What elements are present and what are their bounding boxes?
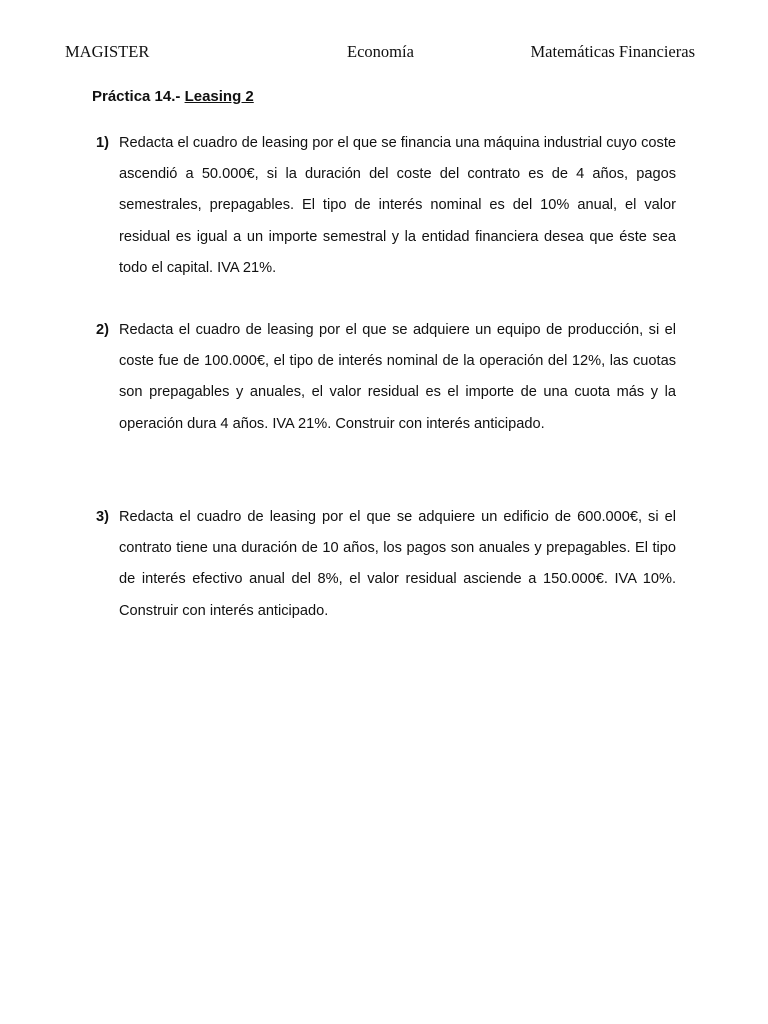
header-course: Matemáticas Financieras [530, 42, 695, 61]
exercise-3 [96, 502, 676, 627]
title-prefix: Práctica 14.- [92, 88, 185, 105]
exercise-text: Redacta el cuadro de leasing por el que se adquiere un equipo de producción, si el coste fue de 100.000€, el tipo de interés nominal de la operación del 12%, las cuotas son prepagables y anuales, el valor residual es el importe de una cuota más y la operación dura 4 años. IVA 21%. Construir con interés anticipado. [119, 322, 676, 432]
exercise-number: 2) [96, 322, 109, 338]
exercise-text: Redacta el cuadro de leasing por el que se adquiere un edificio de 600.000€, si el contrato tiene una duración de 10 años, los pagos son anuales y prepagables. El tipo de interés efectivo anual del 8%, el valor residual asciende a 150.000€. IVA 10%. Construir con interés anticipado. [119, 509, 676, 619]
exercise-1 [96, 128, 676, 284]
page-title [92, 88, 254, 105]
header-institution: MAGISTER [65, 42, 150, 61]
exercise-text: Redacta el cuadro de leasing por el que se financia una máquina industrial cuyo coste ascendió a 50.000€, si la duración del coste del contrato es de 4 años, pagos semestrales, prepagables. El tipo de interés nominal es del 10% anual, el valor residual es igual a un importe semestral y la entidad financiera desea que éste sea todo el capital. IVA 21%. [119, 135, 676, 276]
header-subject: Economía [347, 42, 414, 61]
exercise-number: 1) [96, 135, 109, 151]
exercise-number: 3) [96, 509, 109, 525]
title-topic: Leasing 2 [184, 88, 254, 105]
page-header [65, 42, 695, 66]
exercise-2 [96, 315, 676, 440]
